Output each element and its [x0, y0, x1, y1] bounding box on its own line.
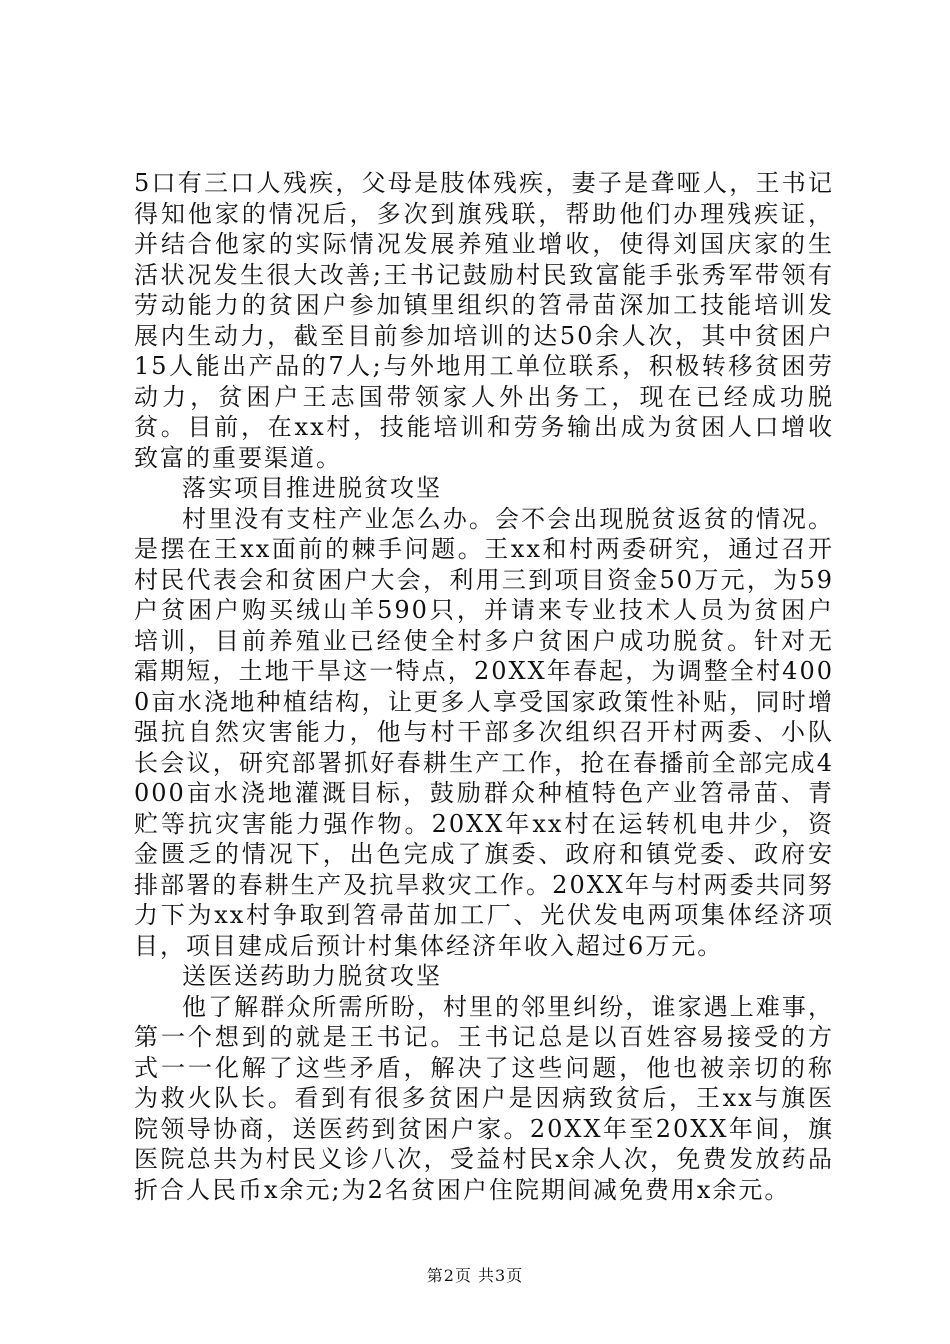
document-body: [134, 168, 834, 1205]
paragraph-2: 村里没有支柱产业怎么办。会不会出现脱贫返贫的情况。是摆在王xx面前的棘手问题。王xx和村两委研究，通过召开村民代表会和贫困户大会，利用三到项目资金50万元，为59户贫困户购买绒山羊590只，并请来专业技术人员为贫困户培训，目前养殖业已经使全村多户贫困户成功脱贫。针对无霜期短，土地干旱这一特点，20XX年春起，为调整全村4000亩水浇地种植结构，让更多人享受国家政策性补贴，同时增强抗自然灾害能力，他与村干部多次组织召开村两委、小队长会议，研究部署抓好春耕生产工作，抢在春播前全部完成4000亩水浇地灌溉目标，鼓励群众种植特色产业笤帚苗、青贮等抗灾害能力强作物。20XX年xx村在运转机电井少，资金匮乏的情况下，出色完成了旗委、政府和镇党委、政府安排部署的春耕生产及抗旱救灾工作。20XX年与村两委共同努力下为xx村争取到笤帚苗加工厂、光伏发电两项集体经济项目，项目建成后预计村集体经济年收入超过6万元。: [134, 504, 834, 960]
paragraph-1: 5口有三口人残疾，父母是肢体残疾，妻子是聋哑人，王书记得知他家的情况后，多次到旗残联，帮助他们办理残疾证，并结合他家的实际情况发展养殖业增收，使得刘国庆家的生活状况发生很大改善;王书记鼓励村民致富能手张秀军带领有劳动能力的贫困户参加镇里组织的笤帚苗深加工技能培训发展内生动力，截至目前参加培训的达50余人次，其中贫困户15人能出产品的7人;与外地用工单位联系，积极转移贫困劳动力，贫困户王志国带领家人外出务工，现在已经成功脱贫。目前，在xx村，技能培训和劳务输出成为贫困人口增收致富的重要渠道。: [134, 169, 834, 472]
paragraph-3: 他了解群众所需所盼，村里的邻里纠纷，谁家遇上难事，第一个想到的就是王书记。王书记总是以百姓容易接受的方式一一化解了这些矛盾，解决了这些问题，他也被亲切的称为救火队长。看到有很多贫困户是因病致贫后，王xx与旗医院领导协商，送医药到贫困户家。20XX年至20XX年间，旗医院总共为村民义诊八次，受益村民x余人次，免费发放药品折合人民币x余元;为2名贫困户住院期间减免费用x余元。: [134, 992, 834, 1204]
page-footer: 第2页 共3页: [426, 1266, 524, 1285]
section-heading-medical: 送医送药助力脱贫攻坚: [182, 962, 442, 990]
section-heading-project: 落实项目推进脱贫攻坚: [182, 474, 442, 502]
